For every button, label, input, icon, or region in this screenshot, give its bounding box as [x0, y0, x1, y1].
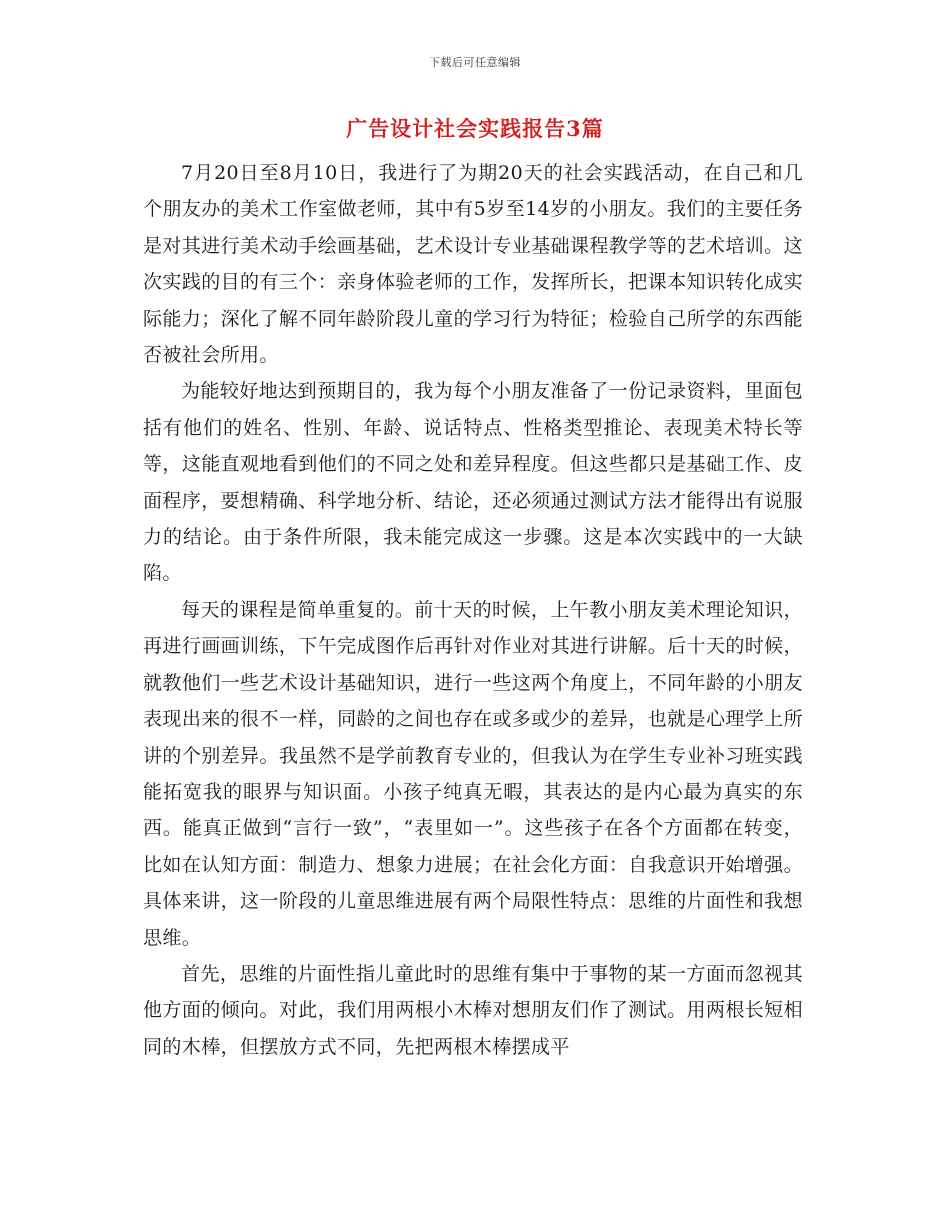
paragraph: 每天的课程是简单重复的。前十天的时候，上午教小朋友美术理论知识，再进行画画训练，下午完成图作后再针对作业对其进行讲解。后十天的时候，就教他们一些艺术设计基础知识，进行一些这两个角度上，不同年龄的小朋友表现出来的很不一样，同龄的之间也存在或多或少的差异，也就是心理学上所讲的个别差异。我虽然不是学前教育专业的，但我认为在学生专业补习班实践能拓宽我的眼界与知识面。小孩子纯真无暇，其表达的是内心最为真实的东西。能真正做到“言行一致”，“表里如一”。这些孩子在各个方面都在转变，比如在认知方面：制造力、想象力进展；在社会化方面：自我意识开始增强。具体来讲，这一阶段的儿童思维进展有两个局限性特点：思维的片面性和我想思维。 — [143, 598, 803, 949]
paragraph: 首先，思维的片面性指儿童此时的思维有集中于事物的某一方面而忽视其他方面的倾向。对此，我们用两根小木棒对想朋友们作了测试。用两根长短相同的木棒，但摆放方式不同，先把两根木棒摆成平 — [143, 962, 803, 1058]
download-note: 下载后可任意编辑 — [429, 56, 521, 69]
paragraph: 为能较好地达到预期目的，我为每个小朋友准备了一份记录资料，里面包括有他们的姓名、性别、年龄、说话特点、性格类型推论、表现美术特长等等，这能直观地看到他们的不同之处和差异程度。但这些都只是基础工作、皮面程序，要想精确、科学地分析、结论，还必须通过测试方法才能得出有说服力的结论。由于条件所限，我未能完成这一步骤。这是本次实践中的一大缺陷。 — [143, 380, 803, 585]
document-body — [143, 155, 803, 1065]
paragraph: 7月20日至8月10日，我进行了为期20天的社会实践活动，在自己和几个朋友办的美术工作室做老师，其中有5岁至14岁的小朋友。我们的主要任务是对其进行美术动手绘画基础，艺术设计专业基础课程教学等的艺术培训。这次实践的目的有三个：亲身体验老师的工作，发挥所长，把课本知识转化成实际能力；深化了解不同年龄阶段儿童的学习行为特征；检验自己所学的东西能否被社会所用。 — [143, 162, 803, 367]
document-title: 广告设计社会实践报告3篇 — [346, 116, 604, 141]
